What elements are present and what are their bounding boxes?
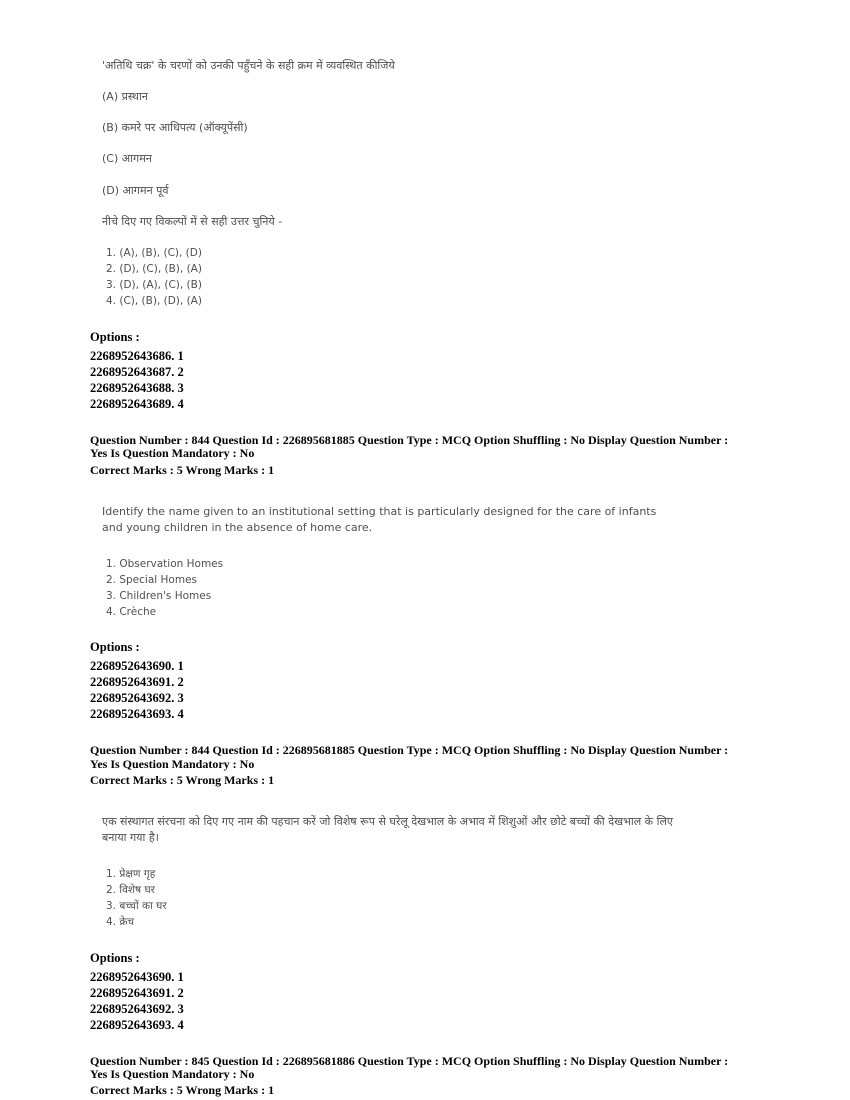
answer-option-3: 3. (D), (A), (C), (B)	[106, 279, 202, 292]
answer-option-3: 3. बच्चों का घर	[106, 899, 167, 912]
option-id-3: 2268952643688. 3	[90, 381, 184, 396]
option-id-2: 2268952643687. 2	[90, 365, 184, 380]
answer-option-2: 2. विशेष घर	[106, 883, 155, 896]
question-block-2	[90, 504, 760, 788]
question-marks: Correct Marks : 5 Wrong Marks : 1	[90, 772, 275, 787]
answer-option-1: 1. Observation Homes	[106, 557, 224, 570]
choice-b: (B) कमरे पर आधिपत्य (ऑक्यूपेंसी)	[102, 120, 248, 134]
option-id-2: 2268952643691. 2	[90, 985, 184, 1000]
question-marks: Correct Marks : 5 Wrong Marks : 1	[90, 462, 275, 477]
option-id-3: 2268952643692. 3	[90, 1001, 184, 1016]
question-marks: Correct Marks : 5 Wrong Marks : 1	[90, 1083, 275, 1098]
option-id-4: 2268952643693. 4	[90, 707, 184, 722]
answer-option-1: 1. प्रेक्षण गृह	[106, 867, 156, 880]
option-id-list	[90, 969, 760, 1033]
question-block-3	[90, 814, 760, 1098]
question-text: 'अतिथि चक्र' के चरणों को उनकी पहुँचने के सही क्रम में व्यवस्थित कीजिये	[102, 59, 395, 72]
answer-options	[106, 246, 760, 310]
answer-option-3: 3. Children's Homes	[106, 589, 212, 602]
question-text: एक संस्थागत संरचना को दिए गए नाम की पहचान करें जो विशेष रूप से घरेलू देखभाल के अभाव में शिशुओं और छोटे बच्चों की देखभाल के लिए बनाया गया है।	[102, 814, 673, 845]
answer-options	[106, 557, 760, 621]
choice-c: (C) आगमन	[102, 152, 152, 166]
answer-option-2: 2. Special Homes	[106, 573, 198, 586]
question-metadata: Question Number : 845 Question Id : 226895681886 Question Type : MCQ Option Shuffling : No Display Question Number : Yes Is Question Mandatory : No	[90, 1053, 729, 1081]
question-instruction: नीचे दिए गए विकल्पों में से सही उत्तर चुनिये -	[102, 215, 283, 229]
options-label: Options :	[90, 640, 140, 655]
option-id-list	[90, 658, 760, 722]
choice-a: (A) प्रस्थान	[102, 89, 148, 103]
question-choices	[90, 89, 760, 199]
option-id-3: 2268952643692. 3	[90, 691, 184, 706]
option-id-4: 2268952643689. 4	[90, 397, 184, 412]
answer-option-4: 4. Crèche	[106, 605, 157, 618]
options-label: Options :	[90, 950, 140, 965]
option-id-4: 2268952643693. 4	[90, 1017, 184, 1032]
question-text: Identify the name given to an institutional setting that is particularly designed for the care of infants and young children in the absence of home care.	[102, 504, 657, 535]
option-id-1: 2268952643690. 1	[90, 969, 184, 984]
answer-option-1: 1. (A), (B), (C), (D)	[106, 247, 202, 260]
question-metadata: Question Number : 844 Question Id : 226895681885 Question Type : MCQ Option Shuffling : No Display Question Number : Yes Is Question Mandatory : No	[90, 743, 729, 771]
options-label: Options :	[90, 330, 140, 345]
answer-options	[106, 867, 760, 931]
question-metadata: Question Number : 844 Question Id : 226895681885 Question Type : MCQ Option Shuffling : No Display Question Number : Yes Is Question Mandatory : No	[90, 433, 729, 461]
option-id-2: 2268952643691. 2	[90, 675, 184, 690]
option-id-1: 2268952643690. 1	[90, 659, 184, 674]
answer-option-2: 2. (D), (C), (B), (A)	[106, 263, 202, 276]
answer-option-4: 4. क्रेच	[106, 915, 135, 928]
answer-option-4: 4. (C), (B), (D), (A)	[106, 295, 202, 308]
option-id-list	[90, 348, 760, 412]
choice-d: (D) आगमन पूर्व	[102, 183, 169, 197]
option-id-1: 2268952643686. 1	[90, 349, 184, 364]
question-block-1	[90, 58, 760, 478]
